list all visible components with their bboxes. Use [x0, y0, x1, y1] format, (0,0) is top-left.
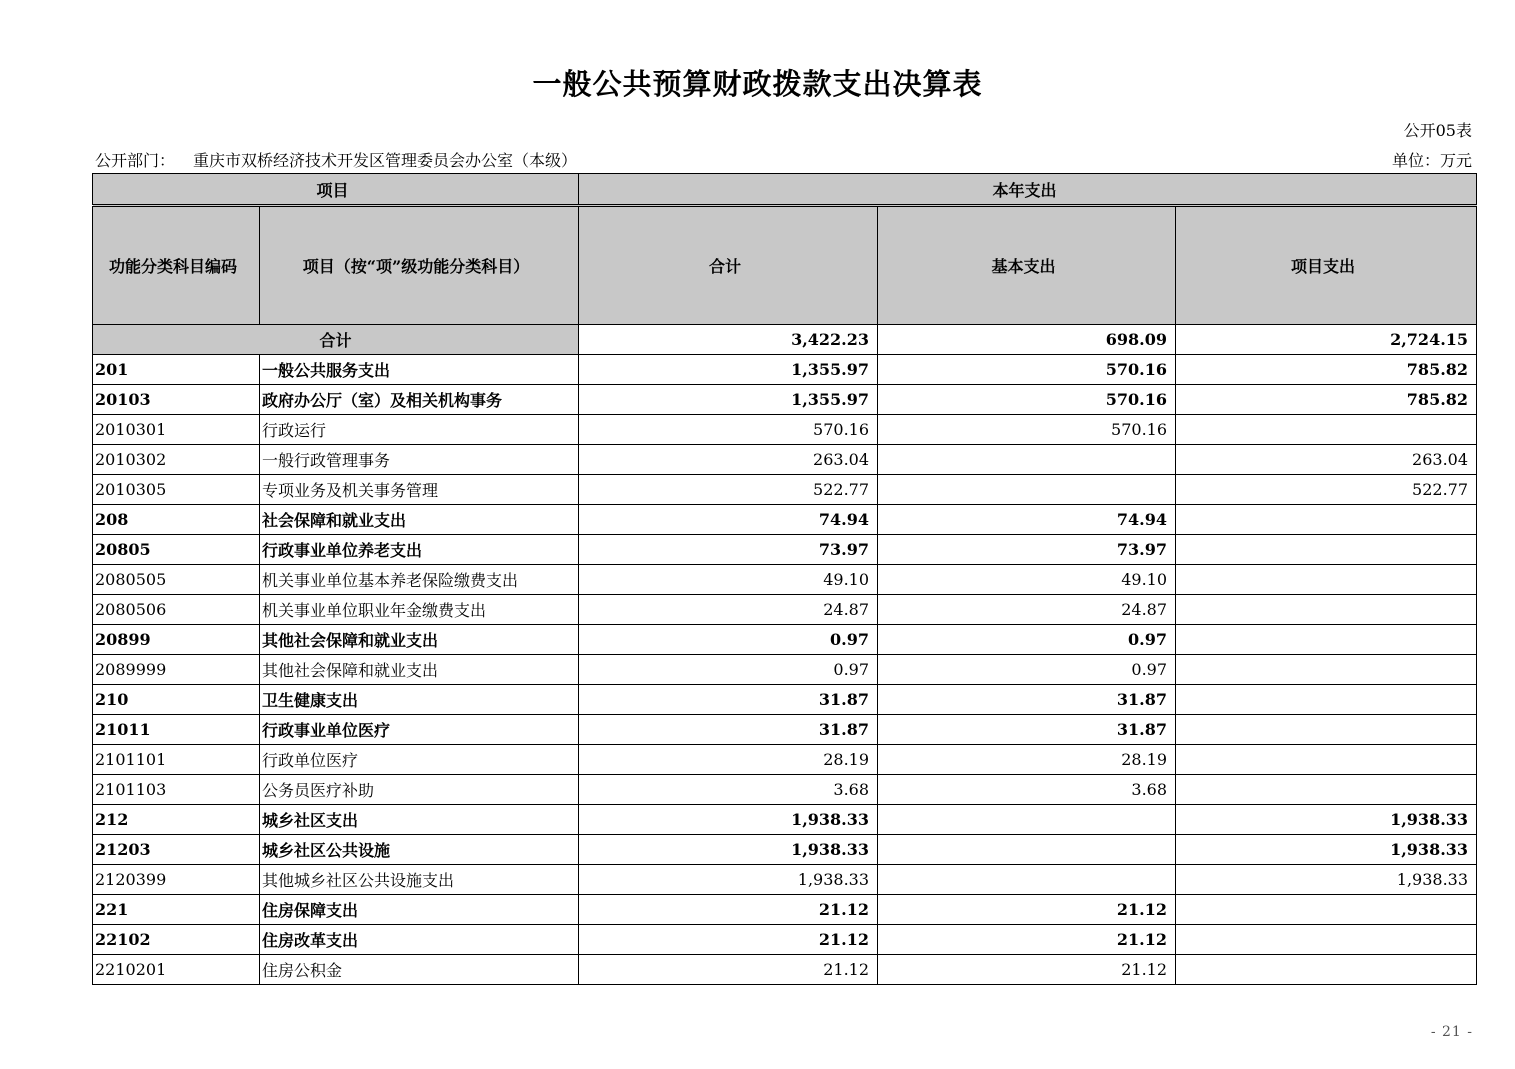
cell-total: 522.77: [579, 475, 878, 505]
cell-code: 21011: [93, 715, 260, 745]
header-expense-group: 本年支出: [579, 174, 1477, 206]
cell-project: [1176, 745, 1477, 775]
cell-project: [1176, 535, 1477, 565]
table-row: [93, 895, 1477, 925]
cell-total: 1,355.97: [579, 355, 878, 385]
table-row: [93, 625, 1477, 655]
cell-basic: 0.97: [878, 655, 1176, 685]
table-row: [93, 685, 1477, 715]
cell-code: 2010302: [93, 445, 260, 475]
cell-name: 一般行政管理事务: [260, 445, 579, 475]
table-row: [93, 565, 1477, 595]
cell-basic: 73.97: [878, 535, 1176, 565]
table-row: [93, 805, 1477, 835]
cell-name: 城乡社区公共设施: [260, 835, 579, 865]
table-row: [93, 505, 1477, 535]
cell-total: 31.87: [579, 685, 878, 715]
form-number: 公开05表: [1403, 121, 1472, 140]
cell-basic: [878, 805, 1176, 835]
header-name: 项目（按“项”级功能分类科目）: [260, 206, 579, 325]
cell-code: 2089999: [93, 655, 260, 685]
cell-total: 570.16: [579, 415, 878, 445]
cell-code: 20899: [93, 625, 260, 655]
cell-code: 21203: [93, 835, 260, 865]
cell-basic: 570.16: [878, 385, 1176, 415]
table-row: [93, 595, 1477, 625]
cell-code: 2101103: [93, 775, 260, 805]
cell-basic: [878, 475, 1176, 505]
cell-total: 21.12: [579, 955, 878, 985]
cell-total: 1,938.33: [579, 835, 878, 865]
cell-code: 2010305: [93, 475, 260, 505]
page-number: - 21 -: [1430, 1024, 1473, 1040]
total-row: [93, 325, 1477, 355]
table-row: [93, 445, 1477, 475]
cell-code: 2101101: [93, 745, 260, 775]
cell-project: 1,938.33: [1176, 835, 1477, 865]
cell-code: 2120399: [93, 865, 260, 895]
cell-total: 21.12: [579, 925, 878, 955]
cell-total: 0.97: [579, 625, 878, 655]
cell-total: 0.97: [579, 655, 878, 685]
cell-project: 785.82: [1176, 385, 1477, 415]
cell-project: 785.82: [1176, 355, 1477, 385]
cell-name: 行政运行: [260, 415, 579, 445]
cell-name: 机关事业单位基本养老保险缴费支出: [260, 565, 579, 595]
expense-table: [92, 173, 1477, 985]
cell-name: 一般公共服务支出: [260, 355, 579, 385]
cell-project: [1176, 625, 1477, 655]
cell-code: 201: [93, 355, 260, 385]
cell-name: 公务员医疗补助: [260, 775, 579, 805]
cell-basic: 21.12: [878, 925, 1176, 955]
cell-basic: 21.12: [878, 955, 1176, 985]
cell-code: 2010301: [93, 415, 260, 445]
table-row: [93, 655, 1477, 685]
cell-project: [1176, 775, 1477, 805]
cell-name: 住房保障支出: [260, 895, 579, 925]
cell-total: 73.97: [579, 535, 878, 565]
cell-code: 221: [93, 895, 260, 925]
cell-total: 263.04: [579, 445, 878, 475]
header-basic: 基本支出: [878, 206, 1176, 325]
cell-project: [1176, 415, 1477, 445]
unit-label: 单位：万元: [1391, 151, 1472, 170]
cell-total: 1,938.33: [579, 865, 878, 895]
cell-total: 3.68: [579, 775, 878, 805]
table-row: [93, 415, 1477, 445]
cell-basic: [878, 445, 1176, 475]
table-row: [93, 955, 1477, 985]
header-code: 功能分类科目编码: [93, 206, 260, 325]
table-row: [93, 775, 1477, 805]
cell-basic: 28.19: [878, 745, 1176, 775]
table-row: [93, 475, 1477, 505]
cell-basic: [878, 865, 1176, 895]
table-row: [93, 355, 1477, 385]
cell-total: 74.94: [579, 505, 878, 535]
cell-name: 行政事业单位医疗: [260, 715, 579, 745]
cell-total: 24.87: [579, 595, 878, 625]
cell-name: 其他社会保障和就业支出: [260, 625, 579, 655]
cell-project: [1176, 715, 1477, 745]
cell-basic: 24.87: [878, 595, 1176, 625]
table-row: [93, 925, 1477, 955]
cell-project: 1,938.33: [1176, 805, 1477, 835]
header-column-row: [93, 206, 1477, 325]
cell-name: 行政事业单位养老支出: [260, 535, 579, 565]
cell-name: 住房改革支出: [260, 925, 579, 955]
cell-name: 其他社会保障和就业支出: [260, 655, 579, 685]
header-group-row: [93, 174, 1477, 206]
cell-project: [1176, 685, 1477, 715]
cell-basic: 31.87: [878, 715, 1176, 745]
cell-project: [1176, 895, 1477, 925]
department-name: 重庆市双桥经济技术开发区管理委员会办公室（本级）: [193, 151, 578, 170]
cell-total: 31.87: [579, 715, 878, 745]
cell-name: 行政单位医疗: [260, 745, 579, 775]
total-basic: 698.09: [878, 325, 1176, 355]
cell-basic: 21.12: [878, 895, 1176, 925]
cell-project: 1,938.33: [1176, 865, 1477, 895]
cell-basic: 570.16: [878, 415, 1176, 445]
total-project: 2,724.15: [1176, 325, 1477, 355]
cell-name: 政府办公厅（室）及相关机构事务: [260, 385, 579, 415]
cell-basic: 3.68: [878, 775, 1176, 805]
table-row: [93, 865, 1477, 895]
cell-code: 210: [93, 685, 260, 715]
cell-total: 28.19: [579, 745, 878, 775]
cell-code: 22102: [93, 925, 260, 955]
cell-total: 49.10: [579, 565, 878, 595]
cell-code: 212: [93, 805, 260, 835]
cell-name: 卫生健康支出: [260, 685, 579, 715]
cell-project: 263.04: [1176, 445, 1477, 475]
table-row: [93, 715, 1477, 745]
cell-name: 机关事业单位职业年金缴费支出: [260, 595, 579, 625]
cell-project: [1176, 925, 1477, 955]
cell-name: 住房公积金: [260, 955, 579, 985]
cell-basic: 570.16: [878, 355, 1176, 385]
header-total: 合计: [579, 206, 878, 325]
table-row: [93, 535, 1477, 565]
cell-basic: 31.87: [878, 685, 1176, 715]
department-line: [95, 148, 577, 171]
table-row: [93, 385, 1477, 415]
total-label: 合计: [93, 325, 579, 355]
cell-name: 其他城乡社区公共设施支出: [260, 865, 579, 895]
total-total: 3,422.23: [579, 325, 878, 355]
cell-code: 208: [93, 505, 260, 535]
cell-total: 1,355.97: [579, 385, 878, 415]
cell-code: 2080505: [93, 565, 260, 595]
cell-code: 2210201: [93, 955, 260, 985]
cell-total: 1,938.33: [579, 805, 878, 835]
cell-project: [1176, 955, 1477, 985]
cell-name: 城乡社区支出: [260, 805, 579, 835]
cell-total: 21.12: [579, 895, 878, 925]
department-label: 公开部门：: [95, 151, 176, 170]
cell-project: [1176, 655, 1477, 685]
cell-project: [1176, 595, 1477, 625]
page-title: 一般公共预算财政拨款支出决算表: [532, 67, 983, 101]
cell-name: 社会保障和就业支出: [260, 505, 579, 535]
cell-code: 2080506: [93, 595, 260, 625]
cell-basic: 49.10: [878, 565, 1176, 595]
header-item-group: 项目: [93, 174, 579, 206]
cell-code: 20805: [93, 535, 260, 565]
table-row: [93, 835, 1477, 865]
cell-basic: [878, 835, 1176, 865]
table-row: [93, 745, 1477, 775]
header-project: 项目支出: [1176, 206, 1477, 325]
cell-name: 专项业务及机关事务管理: [260, 475, 579, 505]
cell-project: [1176, 565, 1477, 595]
cell-basic: 0.97: [878, 625, 1176, 655]
cell-basic: 74.94: [878, 505, 1176, 535]
cell-code: 20103: [93, 385, 260, 415]
cell-project: 522.77: [1176, 475, 1477, 505]
cell-project: [1176, 505, 1477, 535]
